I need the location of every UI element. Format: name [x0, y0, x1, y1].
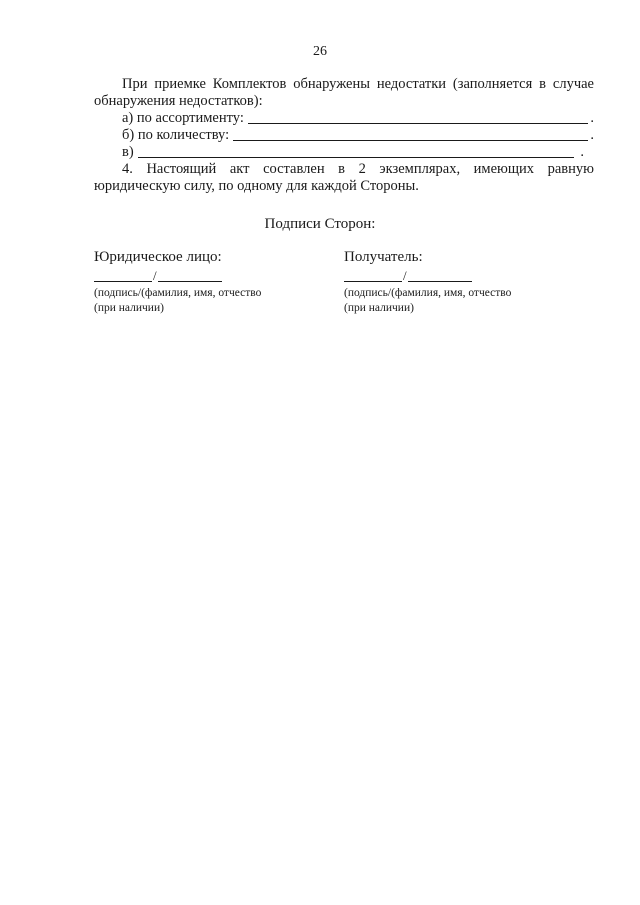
other-end: .	[580, 144, 584, 160]
quantity-end: .	[590, 127, 594, 143]
deficiencies-intro-line1: При приемке Комплектов обнаружены недостатки (заполняется в случае	[122, 76, 594, 92]
other-label: в)	[122, 144, 134, 160]
clause-4-line1: 4. Настоящий акт составлен в 2 экземплярах, имеющих равную	[122, 161, 594, 177]
clause-4-line2: юридическую силу, по одному для каждой Стороны.	[94, 178, 419, 194]
signature-caption-line1: (подпись/(фамилия, имя, отчество	[94, 287, 262, 299]
signatures-heading: Подписи Сторон:	[264, 216, 376, 232]
party-legal-entity	[94, 249, 314, 316]
party-title: Юридическое лицо:	[94, 249, 222, 265]
name-blank[interactable]	[408, 271, 472, 282]
assortment-end: .	[590, 110, 594, 126]
signature-blank[interactable]	[344, 271, 402, 282]
signature-caption	[94, 286, 314, 316]
clause-4	[94, 161, 594, 195]
page-number: 26	[313, 44, 327, 59]
deficiencies-intro-line2: обнаружения недостатков):	[94, 93, 263, 109]
assortment-blank[interactable]	[248, 111, 589, 124]
assortment-field	[94, 110, 594, 127]
signature-slash: /	[403, 268, 407, 283]
signature-caption	[344, 286, 564, 316]
party-title: Получатель:	[344, 249, 423, 265]
signature-caption-line2: (при наличии)	[94, 302, 164, 314]
other-blank[interactable]	[138, 145, 575, 158]
signature-line[interactable]	[344, 270, 564, 282]
party-recipient	[344, 249, 564, 316]
other-field	[94, 144, 594, 161]
quantity-label: б) по количеству:	[122, 127, 230, 143]
signature-slash: /	[153, 268, 157, 283]
signature-line[interactable]	[94, 270, 314, 282]
signature-blank[interactable]	[94, 271, 152, 282]
signature-caption-line2: (при наличии)	[344, 302, 414, 314]
assortment-label: а) по ассортименту:	[122, 110, 244, 126]
signature-caption-line1: (подпись/(фамилия, имя, отчество	[344, 287, 512, 299]
name-blank[interactable]	[158, 271, 222, 282]
quantity-blank[interactable]	[233, 128, 588, 141]
quantity-field	[94, 127, 594, 144]
deficiencies-section	[94, 76, 594, 161]
